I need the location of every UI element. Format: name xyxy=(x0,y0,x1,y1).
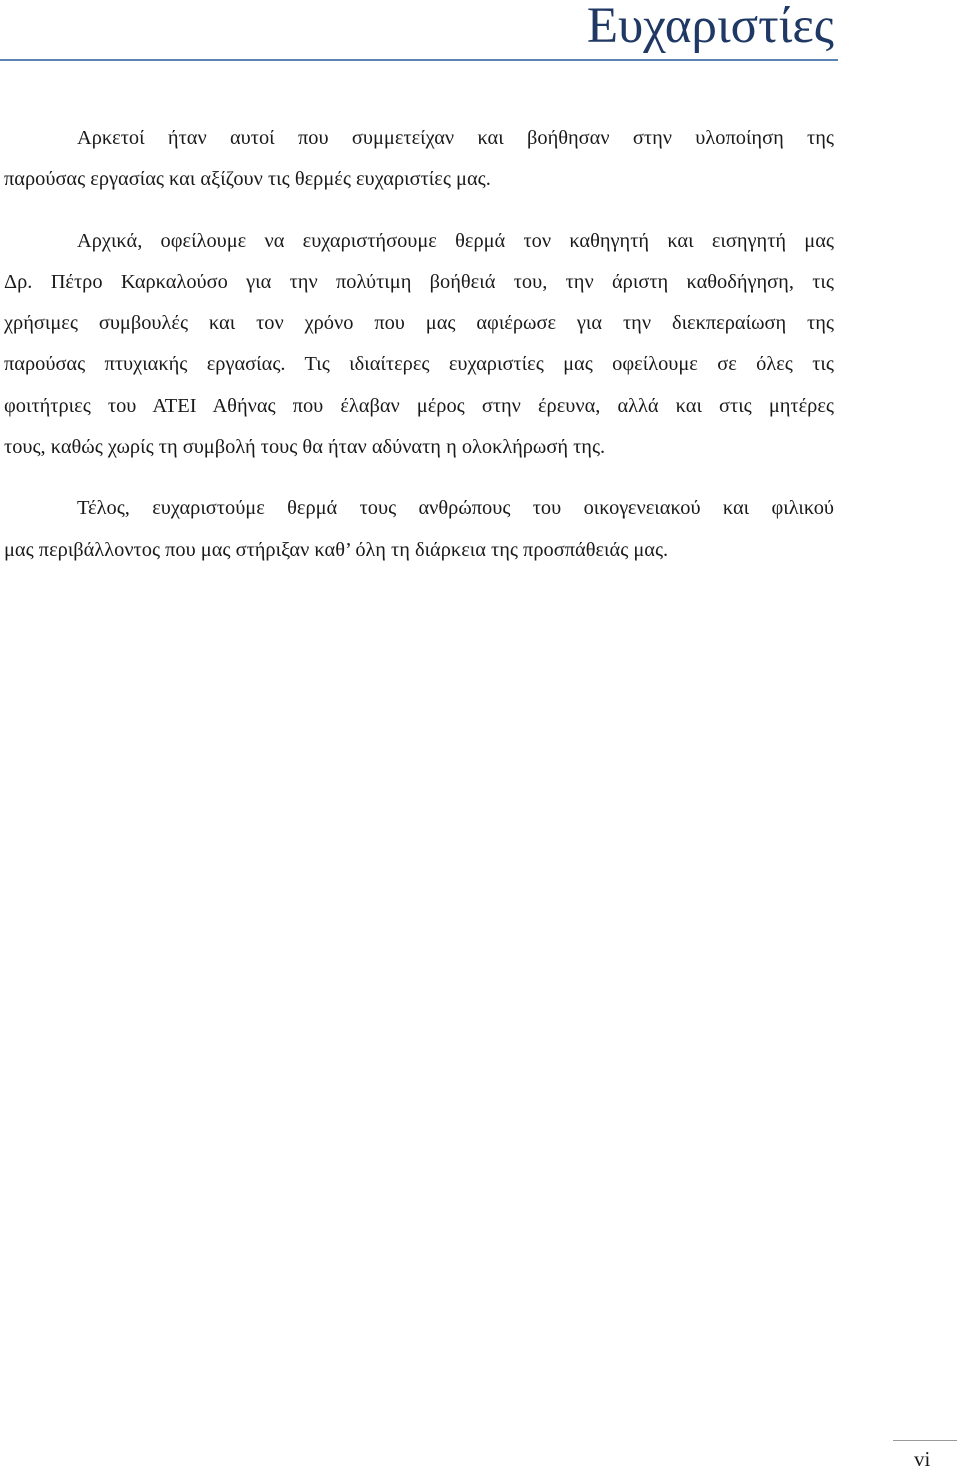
text-line: παρούσας πτυχιακής εργασίας. Τις ιδιαίτερες ευχαριστίες μας οφείλουμε σε όλες τις xyxy=(4,353,834,376)
text-line: παρούσας εργασίας και αξίζουν τις θερμές ευχαριστίες μας. xyxy=(4,168,491,191)
heading-underline xyxy=(0,59,838,61)
paragraph-intro xyxy=(4,118,834,201)
text-line: τους, καθώς χωρίς τη συμβολή τους θα ήταν αδύνατη η ολοκλήρωσή της. xyxy=(4,436,606,459)
footer-rule xyxy=(893,1440,957,1441)
text-line: Αρχικά, οφείλουμε να ευχαριστήσουμε θερμά τον καθηγητή και εισηγητή μας xyxy=(77,229,834,252)
acknowledgements-body xyxy=(4,118,834,591)
text-line: μας περιβάλλοντος που μας στήριξαν καθ’ όλη τη διάρκεια της προσπάθειάς μας. xyxy=(4,538,669,561)
text-line: Τέλος, ευχαριστούμε θερμά τους ανθρώπους του οικογενειακού και φιλικού xyxy=(77,497,834,520)
text-line: Αρκετοί ήταν αυτοί που συμμετείχαν και βοήθησαν στην υλοποίηση της xyxy=(77,127,834,149)
page-heading: Ευχαριστίες xyxy=(586,0,834,54)
text-line: Δρ. Πέτρο Καρκαλούσο για την πολύτιμη βοήθειά του, την άριστη καθοδήγηση, τις xyxy=(4,270,834,293)
page-number: vi xyxy=(914,1447,931,1471)
text-line: φοιτήτριες του ΑΤΕΙ Αθήνας που έλαβαν μέρος στην έρευνα, αλλά και στις μητέρες xyxy=(4,394,834,417)
paragraph-supervisor xyxy=(4,221,834,469)
text-line: χρήσιμες συμβουλές και τον χρόνο που μας αφιέρωσε για την διεκπεραίωση της xyxy=(4,312,834,335)
paragraph-family xyxy=(4,488,834,571)
